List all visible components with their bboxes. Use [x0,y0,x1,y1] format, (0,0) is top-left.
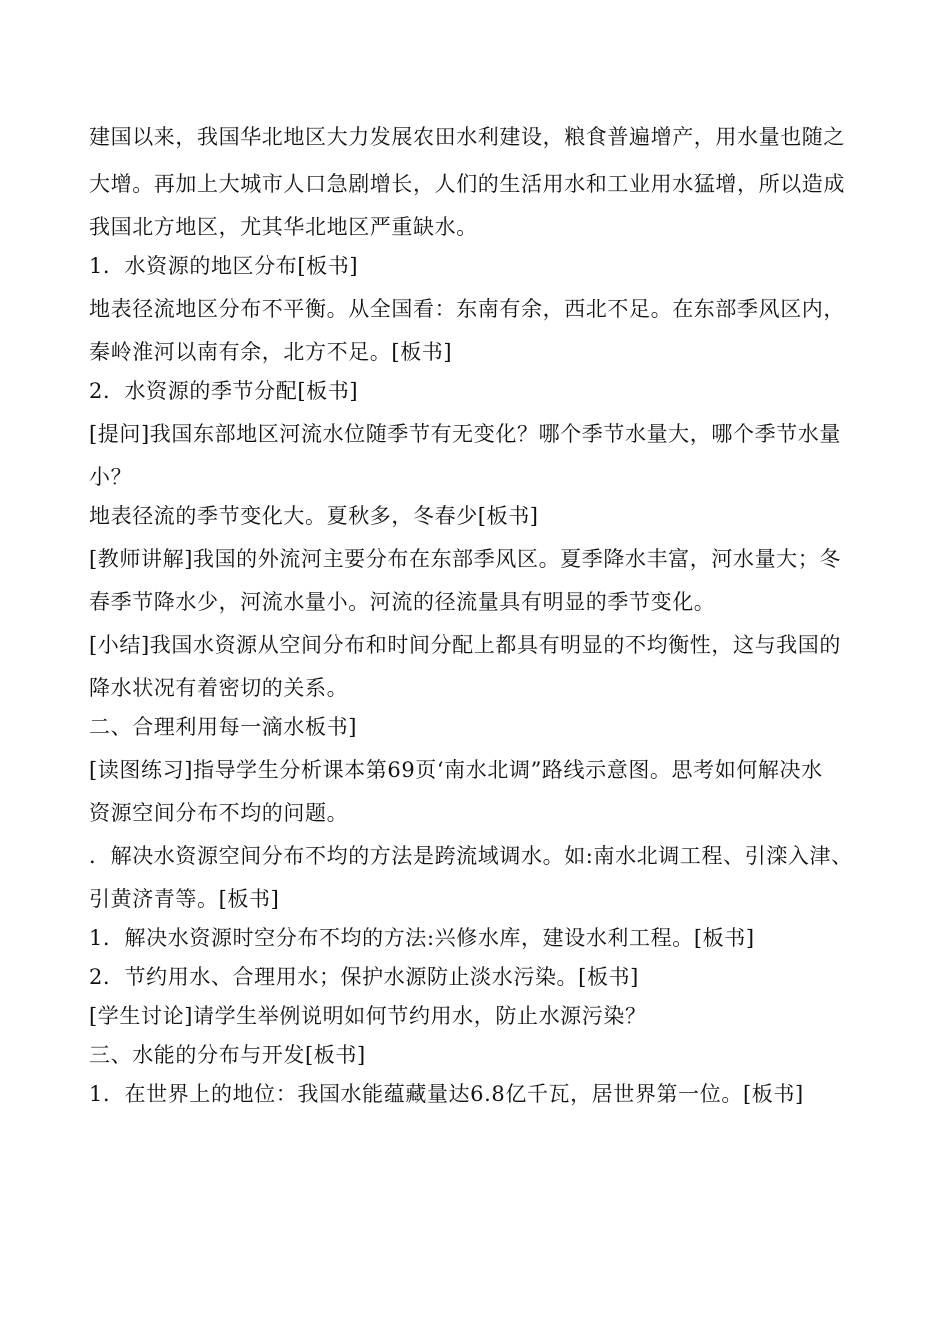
section-heading: 三、水能的分布与开发[板书] [89,1043,366,1067]
text-line: 地表径流地区分布不平衡。从全国看：东南有余，西北不足。在东部季风区内， [89,297,845,321]
text-line: 大增。再加上大城市人口急剧增长，人们的生活用水和工业用水猛增，所以造成 [89,172,845,196]
text-line: 建国以来，我国华北地区大力发展农田水利建设，粮食普遍增产，用水量也随之 [89,125,845,149]
text-line: 降水状况有着密切的关系。 [89,676,349,700]
text-line: [小结]我国水资源从空间分布和时间分配上都具有明显的不均衡性，这与我国的 [89,633,841,657]
text-line: 1．在世界上的地位：我国水能蕴藏量达6.8亿千瓦，居世界第一位。[板书] [89,1082,804,1106]
text-line: 资源空间分布不均的问题。 [89,801,349,825]
text-line: 引黄济青等。[板书] [89,887,280,911]
document-body [89,114,869,1114]
text-line: [读图练习]指导学生分析课本第69页‘南水北调”路线示意图。思考如何解决水 [89,758,823,782]
section-heading: 2．水资源的季节分配[板书] [89,379,359,403]
text-line: 小？ [89,465,133,489]
text-line: 秦岭淮河以南有余，北方不足。[板书] [89,340,453,364]
text-line: 2．节约用水、合理用水；保护水源防止淡水污染。[板书] [89,965,639,989]
text-line: [教师讲解]我国的外流河主要分布在东部季风区。夏季降水丰富，河水量大；冬 [89,547,841,571]
text-line: 1．解决水资源时空分布不均的方法:兴修水库，建设水利工程。[板书] [89,926,755,950]
text-line: 地表径流的季节变化大。夏秋多，冬春少[板书] [89,504,539,528]
text-line: ．解决水资源空间分布不均的方法是跨流域调水。如:南水北调工程、引滦入津、 [89,844,853,868]
section-heading: 二、合理利用每一滴水板书] [89,715,357,739]
text-line: 我国北方地区，尤其华北地区严重缺水。 [89,215,478,239]
section-heading: 1．水资源的地区分布[板书] [89,254,359,278]
text-line: 春季节降水少，河流水量小。河流的径流量具有明显的季节变化。 [89,590,716,614]
text-line: [学生讨论]请学生举例说明如何节约用水，防止水源污染？ [89,1004,647,1028]
text-line: [提问]我国东部地区河流水位随季节有无变化？哪个季节水量大，哪个季节水量 [89,422,841,446]
